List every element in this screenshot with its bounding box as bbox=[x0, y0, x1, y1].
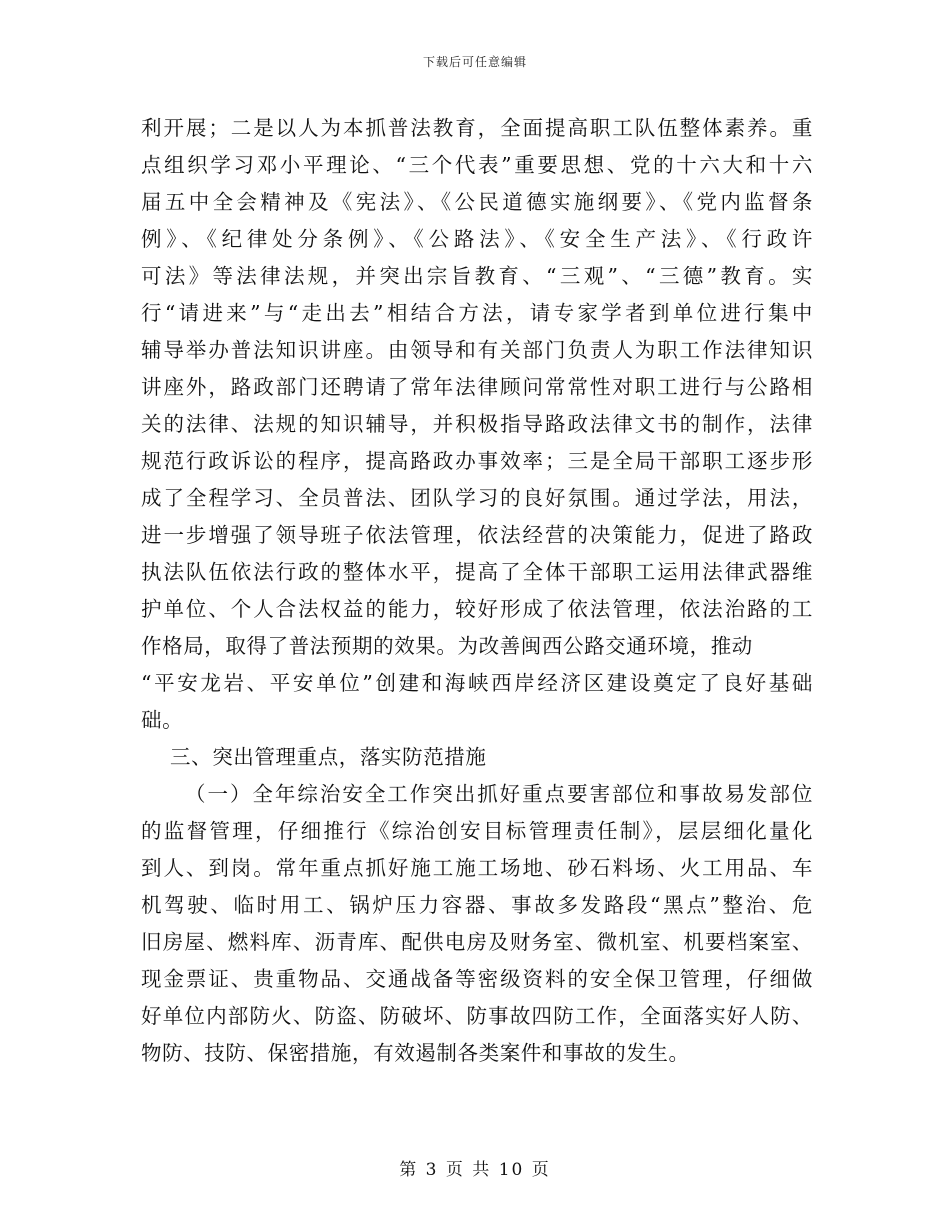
text-line: 物防、技防、保密措施，有效遏制各类案件和事故的发生。 bbox=[141, 1041, 690, 1065]
text-line: （一）全年综治安全工作突出抓好重点要害部位和事故易发部位 bbox=[185, 782, 813, 806]
text-line: 届五中全会精神及《宪法》、《公民道德实施纲要》、《党内监督条 bbox=[141, 190, 813, 214]
text-line: 护单位、个人合法权益的能力，较好形成了依法管理，依法治路的工 bbox=[141, 597, 813, 621]
page-number: 第 3 页 共 10 页 bbox=[399, 1160, 551, 1180]
text-line: 现金票证、贵重物品、交通战备等密级资料的安全保卫管理，仔细做 bbox=[141, 967, 813, 991]
text-line: 好单位内部防火、防盗、防破坏、防事故四防工作，全面落实好人防、 bbox=[141, 1004, 813, 1028]
text-line: 机驾驶、临时用工、锅炉压力容器、事故多发路段“黑点”整治、危 bbox=[141, 893, 813, 917]
text-line: 利开展；二是以人为本抓普法教育，全面提高职工队伍整体素养。重 bbox=[141, 116, 813, 140]
text-line: 可法》等法律法规，并突出宗旨教育、“三观”、“三德”教育。实 bbox=[141, 264, 813, 288]
text-line: 成了全程学习、全员普法、团队学习的良好氛围。通过学法，用法， bbox=[141, 486, 813, 510]
text-line: 辅导举办普法知识讲座。由领导和有关部门负责人为职工作法律知识 bbox=[141, 338, 813, 362]
text-line: 规范行政诉讼的程序，提高路政办事效率；三是全局干部职工逐步形 bbox=[141, 449, 813, 473]
text-line: 到人、到岗。常年重点抓好施工施工场地、砂石料场、火工用品、车 bbox=[141, 856, 813, 880]
text-line: 作格局，取得了普法预期的效果。为改善闽西公路交通环境，推动 bbox=[141, 634, 753, 658]
text-line: 关的法律、法规的知识辅导，并积极指导路政法律文书的制作，法律 bbox=[141, 412, 813, 436]
page-header: 下载后可任意编辑 bbox=[422, 55, 527, 69]
section-heading: 三、突出管理重点，落实防范措施 bbox=[170, 745, 487, 769]
text-line: “平安龙岩、平安单位”创建和海峡西岸经济区建设奠定了良好基础 bbox=[141, 671, 813, 695]
text-line: 点组织学习邓小平理论、“三个代表”重要思想、党的十六大和十六 bbox=[141, 153, 813, 177]
document-body bbox=[141, 110, 813, 1072]
text-line: 行“请进来”与“走出去”相结合方法，请专家学者到单位进行集中 bbox=[141, 301, 813, 325]
text-line: 例》、《纪律处分条例》、《公路法》、《安全生产法》、《行政许 bbox=[141, 227, 813, 251]
text-line: 执法队伍依法行政的整体水平，提高了全体干部职工运用法律武器维 bbox=[141, 560, 813, 584]
text-line: 进一步增强了领导班子依法管理，依法经营的决策能力，促进了路政 bbox=[141, 523, 813, 547]
text-line: 的监督管理，仔细推行《综治创安目标管理责任制》，层层细化量化 bbox=[141, 819, 813, 843]
text-line: 旧房屋、燃料库、沥青库、配供电房及财务室、微机室、机要档案室、 bbox=[141, 930, 813, 954]
text-line: 础。 bbox=[141, 708, 184, 732]
text-line: 讲座外，路政部门还聘请了常年法律顾问常常性对职工进行与公路相 bbox=[141, 375, 813, 399]
